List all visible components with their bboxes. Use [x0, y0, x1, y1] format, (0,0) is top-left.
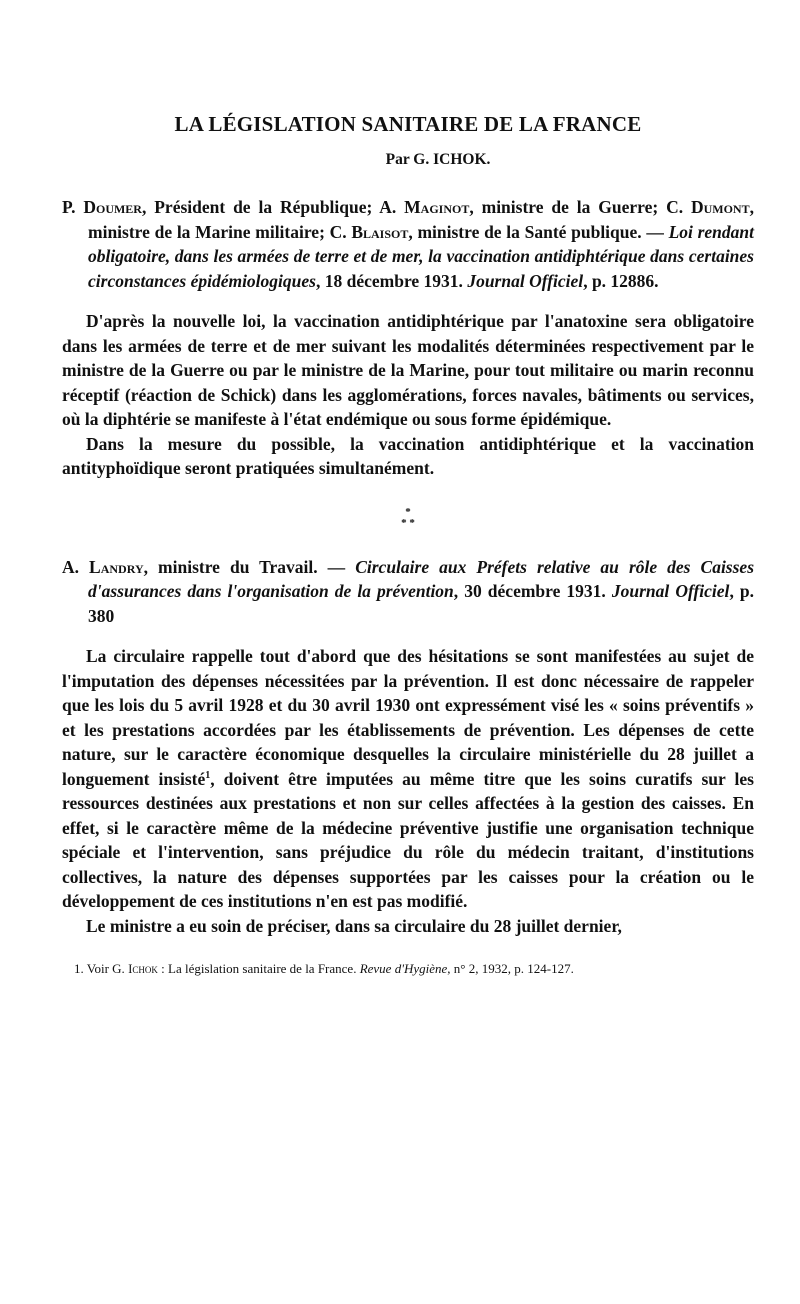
journal-name: Revue d'Hygiène: [359, 961, 448, 976]
journal-name: Journal Officiel: [467, 270, 584, 291]
paragraph: Le ministre a eu soin de préciser, dans sa circulaire du 28 juillet dernier,: [86, 915, 622, 936]
reference-law: P. Doumer, Président de la République; A. Maginot, ministre de la Guerre; C. Dumont, ministre de la Marine militaire; C. Blaisot, ministre de la Santé publique. — Loi rendant obligatoire, dans les armées de terre et de mer, la vaccination antidiphtérique dans certaines circonstances épidémiologiques, 18 décembre 1931. Journal Officiel, p. 12886.: [62, 197, 754, 291]
reference-circular: A. Landry, ministre du Travail. — Circulaire aux Préfets relative au rôle des Caisses d'assurances dans l'organisation de la prévention, 30 décembre 1931. Journal Officiel, p. 380: [62, 556, 755, 626]
document-page: [62, 112, 754, 991]
author-name: Blaisot: [351, 221, 409, 242]
section-separator: [62, 507, 754, 529]
paragraph: D'après la nouvelle loi, la vaccination antidiphtérique par l'anatoxine sera obligatoire dans les armées de terre et de mer suivant les modalités déterminées respectivement par le ministre de la Guerre ou par le ministre de la Marine, pour tout militaire ou marin reconnu réceptif (réaction de Schick) dans les agglomérations, forces navales, bâtiments ou services, où la diphtérie se manifeste à l'état endémique ou sous forme épidémique.: [62, 311, 754, 429]
separator-star-bottom: * *: [401, 516, 415, 529]
author-name: Landry: [89, 556, 144, 577]
author-name: Dumont: [690, 197, 750, 217]
author-name: Ichok: [128, 961, 158, 976]
circular-title: Circulaire aux Préfets relative au rôle des Caisses d'assurances dans l'organisation de la prévention: [88, 556, 755, 601]
paragraph: Dans la mesure du possible, la vaccination antidiphtérique et la vaccination antityphoïdique seront pratiquées simultanément.: [62, 433, 754, 478]
author-byline: Par G. ICHOK.: [385, 151, 491, 168]
law-title: Loi rendant obligatoire, dans les armées de terre et de mer, la vaccination antidiphtérique dans certaines circonstances épidémiologiques: [88, 221, 754, 291]
journal-name: Journal Officiel: [611, 581, 730, 601]
separator-star-top: *: [405, 505, 411, 518]
paragraph: La circulaire rappelle tout d'abord que des hésitations se sont manifestées au sujet de l'imputation des dépenses nécessitées par la prévention. Il est donc nécessaire de rappeler que les lois du 5 avril 1928 et du 30 avril 1930 ont expressément visé les « soins préventifs » et les prestations accordées par les établissements de prévention. Les dépenses de cette nature, sur le caractère économique desquelles la circulaire ministérielle du 28 juillet a longuement insisté$^1$, doivent être imputées au même titre que les soins curatifs sur les ressources destinées aux prestations et non sur celles affectées à la gestion des caisses. En effet, si le caractère même de la médecine préventive justifie une organisation technique spéciale et l'intervention, sans préjudice du rôle du médecin traitant, d'institutions collectives, la nature des dépenses supportées par les caisses pour la création ou le développement de ces institutions n'en est pas modifié.: [62, 646, 754, 911]
page-title: LA LÉGISLATION SANITAIRE DE LA FRANCE: [174, 112, 642, 136]
footnote: 1. Voir G. Ichok : La législation sanitaire de la France. Revue d'Hygiène, n° 2, 1932, p. 124-127.: [74, 961, 574, 976]
footnote-marker: 1: [205, 769, 211, 781]
author-name: Maginot: [404, 197, 470, 217]
author-name: Doumer: [83, 197, 142, 217]
